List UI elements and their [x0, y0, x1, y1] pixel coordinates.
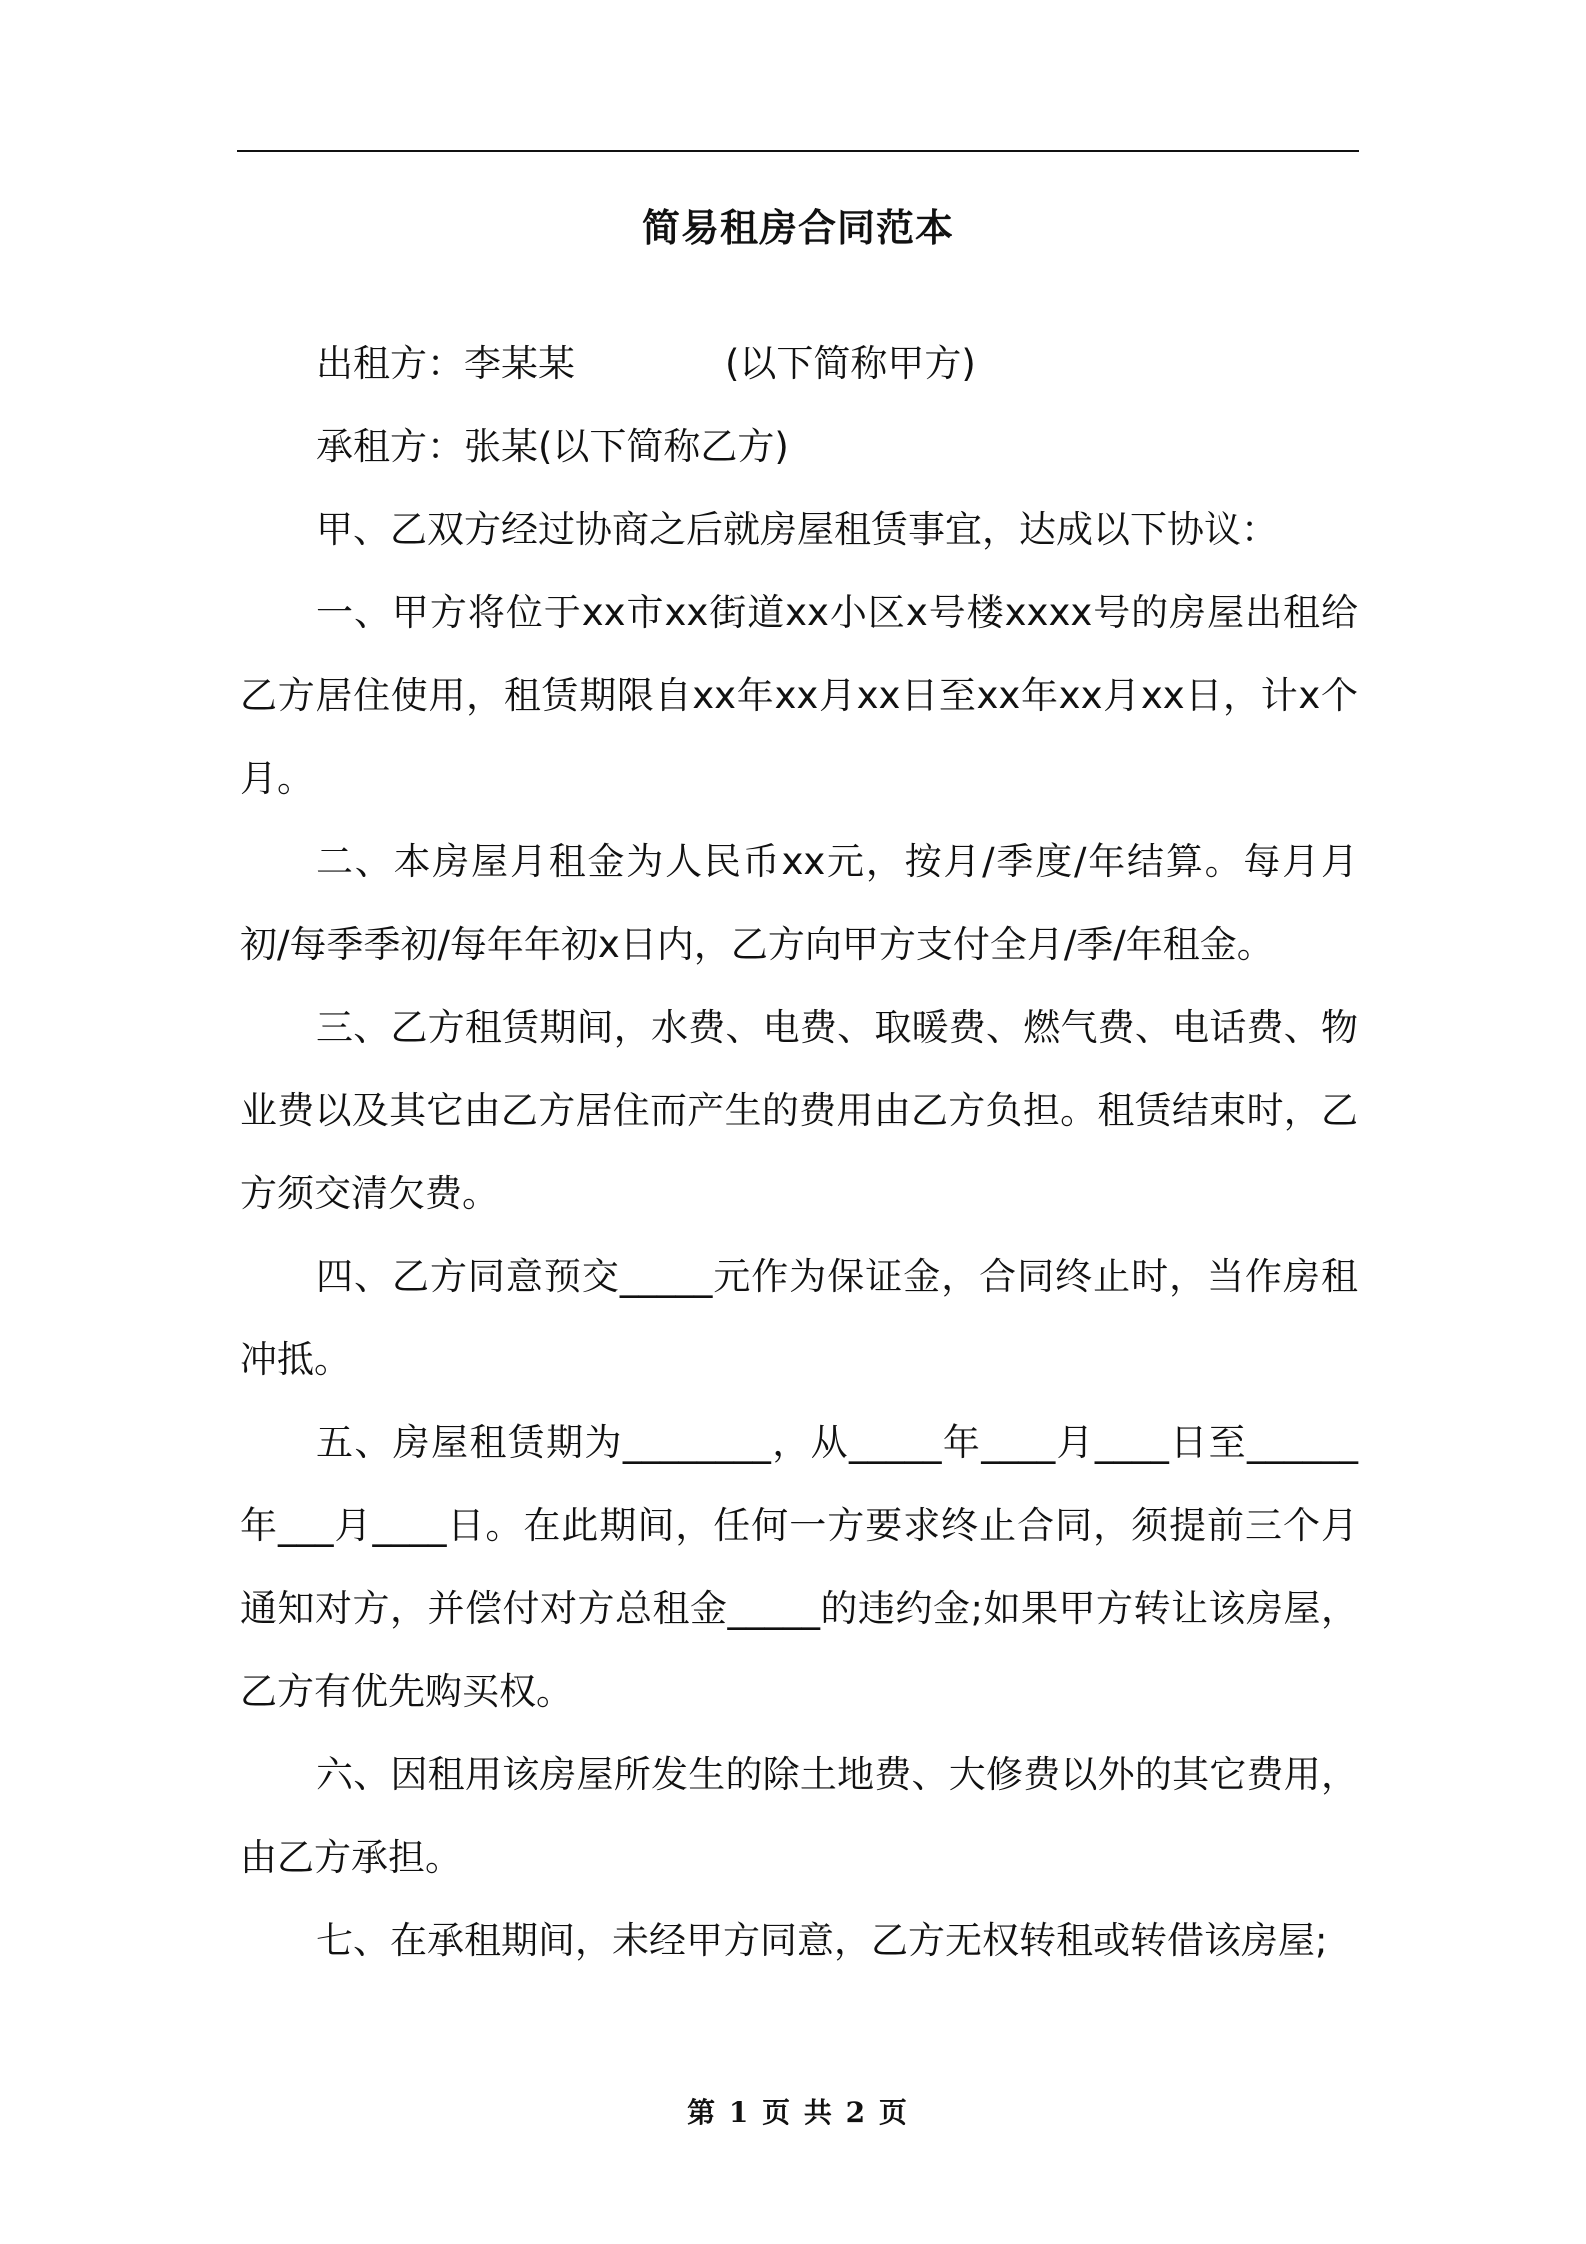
- lessor-line: [240, 322, 1358, 405]
- clause-4: 四、乙方同意预交_____元作为保证金，合同终止时，当作房租冲抵。: [240, 1255, 1358, 1381]
- page-footer: 第 1 页 共 2 页: [687, 2096, 909, 2129]
- clause-3: 三、乙方租赁期间，水费、电费、取暖费、燃气费、电话费、物业费以及其它由乙方居住而产生的费用由乙方负担。租赁结束时，乙方须交清欠费。: [240, 1006, 1358, 1215]
- clause-1: 一、甲方将位于xx市xx街道xx小区x号楼xxxx号的房屋出租给乙方居住使用，租赁期限自xx年xx月xx日至xx年xx月xx日，计x个月。: [240, 591, 1358, 800]
- header-rule: [237, 150, 1359, 152]
- contract-body: [240, 322, 1358, 1982]
- clause-5: 五、房屋租赁期为________，从_____年____月____日至______年___月____日。在此期间，任何一方要求终止合同，须提前三个月通知对方，并偿付对方总租金_____的违约金;如果甲方转让该房屋，乙方有优先购买权。: [240, 1421, 1358, 1713]
- clause-2: 二、本房屋月租金为人民币xx元，按月/季度/年结算。每月月初/每季季初/每年年初x日内，乙方向甲方支付全月/季/年租金。: [240, 840, 1358, 966]
- clause-7: 七、在承租期间，未经甲方同意，乙方无权转租或转借该房屋;: [316, 1919, 1328, 1962]
- lessor-label: 出租方：李某某: [316, 342, 575, 385]
- paragraph-intro: 甲、乙双方经过协商之后就房屋租赁事宜，达成以下协议：: [316, 508, 1278, 551]
- clause-6: 六、因租用该房屋所发生的除土地费、大修费以外的其它费用，由乙方承担。: [240, 1753, 1358, 1879]
- lessor-note: (以下简称甲方): [725, 342, 976, 385]
- lessee-line: 承租方：张某(以下简称乙方): [316, 425, 789, 468]
- document-title: 简易租房合同范本: [641, 206, 954, 250]
